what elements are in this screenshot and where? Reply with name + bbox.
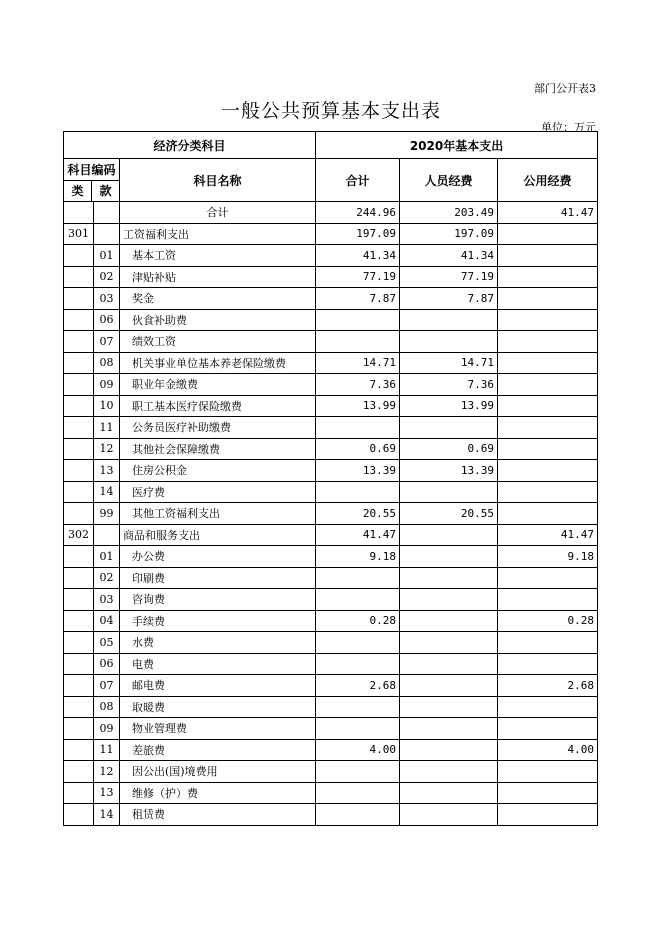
cell-personnel xyxy=(400,696,498,718)
cell-personnel xyxy=(400,739,498,761)
cell-kuan: 01 xyxy=(94,546,120,568)
cell-public xyxy=(498,589,598,611)
cell-lei xyxy=(64,309,94,331)
cell-total xyxy=(316,761,400,783)
cell-kuan: 06 xyxy=(94,309,120,331)
cell-public xyxy=(498,718,598,740)
cell-personnel xyxy=(400,481,498,503)
cell-total: 77.19 xyxy=(316,266,400,288)
header-subject-name: 科目名称 xyxy=(120,159,316,202)
cell-lei xyxy=(64,352,94,374)
table-row xyxy=(64,739,598,761)
table-row xyxy=(64,718,598,740)
cell-personnel xyxy=(400,653,498,675)
cell-total xyxy=(316,331,400,353)
cell-personnel: 14.71 xyxy=(400,352,498,374)
cell-public: 41.47 xyxy=(498,202,598,224)
cell-public xyxy=(498,417,598,439)
table-row xyxy=(64,374,598,396)
cell-total: 14.71 xyxy=(316,352,400,374)
table-row xyxy=(64,223,598,245)
unit-label: 单位：万元 xyxy=(541,121,596,134)
cell-personnel xyxy=(400,632,498,654)
cell-kuan xyxy=(94,202,120,224)
cell-total: 0.28 xyxy=(316,610,400,632)
header-lei: 类 xyxy=(64,181,92,202)
cell-personnel: 7.36 xyxy=(400,374,498,396)
cell-lei xyxy=(64,761,94,783)
cell-public: 2.68 xyxy=(498,675,598,697)
cell-lei: 302 xyxy=(64,524,94,546)
cell-public xyxy=(498,395,598,417)
cell-kuan xyxy=(94,223,120,245)
cell-personnel xyxy=(400,718,498,740)
cell-subject-name: 手续费 xyxy=(120,610,316,632)
cell-total xyxy=(316,653,400,675)
cell-personnel: 77.19 xyxy=(400,266,498,288)
cell-subject-name: 机关事业单位基本养老保险缴费 xyxy=(120,352,316,374)
cell-subject-name: 基本工资 xyxy=(120,245,316,267)
cell-subject-name: 工资福利支出 xyxy=(120,223,316,245)
cell-kuan: 03 xyxy=(94,589,120,611)
cell-lei xyxy=(64,245,94,267)
cell-total: 9.18 xyxy=(316,546,400,568)
cell-total: 0.69 xyxy=(316,438,400,460)
table-row xyxy=(64,632,598,654)
cell-subject-name: 医疗费 xyxy=(120,481,316,503)
table-row xyxy=(64,245,598,267)
cell-lei xyxy=(64,610,94,632)
cell-lei xyxy=(64,632,94,654)
budget-table xyxy=(63,131,598,826)
cell-subject-name: 公务员医疗补助缴费 xyxy=(120,417,316,439)
header-total: 合计 xyxy=(316,159,400,202)
header-econ-class: 经济分类科目 xyxy=(64,132,316,159)
table-row xyxy=(64,696,598,718)
cell-lei xyxy=(64,374,94,396)
cell-kuan xyxy=(94,524,120,546)
cell-subject-name: 水费 xyxy=(120,632,316,654)
cell-total: 197.09 xyxy=(316,223,400,245)
cell-subject-name: 住房公积金 xyxy=(120,460,316,482)
cell-public: 41.47 xyxy=(498,524,598,546)
cell-public xyxy=(498,266,598,288)
cell-public xyxy=(498,653,598,675)
cell-subject-name: 咨询费 xyxy=(120,589,316,611)
cell-total xyxy=(316,804,400,826)
table-row xyxy=(64,460,598,482)
cell-personnel xyxy=(400,804,498,826)
cell-total xyxy=(316,632,400,654)
cell-kuan: 02 xyxy=(94,266,120,288)
cell-kuan: 08 xyxy=(94,352,120,374)
cell-kuan: 13 xyxy=(94,782,120,804)
cell-public xyxy=(498,223,598,245)
cell-total: 4.00 xyxy=(316,739,400,761)
cell-kuan: 02 xyxy=(94,567,120,589)
cell-total: 13.39 xyxy=(316,460,400,482)
cell-kuan: 07 xyxy=(94,675,120,697)
table-row xyxy=(64,266,598,288)
cell-lei xyxy=(64,417,94,439)
cell-personnel: 13.99 xyxy=(400,395,498,417)
cell-personnel xyxy=(400,782,498,804)
cell-lei xyxy=(64,481,94,503)
table-row xyxy=(64,610,598,632)
header-row-2 xyxy=(64,159,598,202)
cell-personnel xyxy=(400,567,498,589)
cell-public xyxy=(498,632,598,654)
cell-total: 2.68 xyxy=(316,675,400,697)
cell-public xyxy=(498,374,598,396)
cell-kuan: 99 xyxy=(94,503,120,525)
cell-subject-name: 取暖费 xyxy=(120,696,316,718)
cell-total xyxy=(316,589,400,611)
header-public: 公用经费 xyxy=(498,159,598,202)
cell-total xyxy=(316,417,400,439)
header-code-label: 科目编码 xyxy=(64,159,119,181)
cell-total: 41.47 xyxy=(316,524,400,546)
cell-personnel xyxy=(400,331,498,353)
cell-subject-name: 物业管理费 xyxy=(120,718,316,740)
cell-personnel: 7.87 xyxy=(400,288,498,310)
cell-lei xyxy=(64,438,94,460)
table-row xyxy=(64,567,598,589)
header-kuan: 款 xyxy=(99,184,112,199)
cell-kuan: 05 xyxy=(94,632,120,654)
cell-subject-name: 津贴补贴 xyxy=(120,266,316,288)
cell-total xyxy=(316,309,400,331)
cell-total: 244.96 xyxy=(316,202,400,224)
table-row xyxy=(64,653,598,675)
cell-personnel: 13.39 xyxy=(400,460,498,482)
cell-kuan: 10 xyxy=(94,395,120,417)
cell-subject-name: 印刷费 xyxy=(120,567,316,589)
cell-total: 13.99 xyxy=(316,395,400,417)
cell-public xyxy=(498,288,598,310)
cell-public xyxy=(498,804,598,826)
cell-lei xyxy=(64,718,94,740)
table-row xyxy=(64,395,598,417)
cell-public: 0.28 xyxy=(498,610,598,632)
cell-public xyxy=(498,331,598,353)
cell-subject-name: 因公出(国)境费用 xyxy=(120,761,316,783)
table-body xyxy=(64,202,598,826)
cell-personnel xyxy=(400,417,498,439)
cell-subject-name: 其他社会保障缴费 xyxy=(120,438,316,460)
cell-personnel xyxy=(400,610,498,632)
cell-total: 41.34 xyxy=(316,245,400,267)
table-row xyxy=(64,417,598,439)
cell-public xyxy=(498,460,598,482)
cell-subject-name: 职工基本医疗保险缴费 xyxy=(120,395,316,417)
cell-lei xyxy=(64,739,94,761)
table-row xyxy=(64,481,598,503)
cell-personnel xyxy=(400,524,498,546)
cell-personnel xyxy=(400,589,498,611)
cell-lei xyxy=(64,503,94,525)
cell-lei xyxy=(64,653,94,675)
cell-lei xyxy=(64,675,94,697)
table-row xyxy=(64,761,598,783)
table-row xyxy=(64,546,598,568)
table-row xyxy=(64,309,598,331)
cell-lei xyxy=(64,202,94,224)
cell-total xyxy=(316,696,400,718)
cell-lei xyxy=(64,804,94,826)
cell-subject-name: 电费 xyxy=(120,653,316,675)
table-row xyxy=(64,675,598,697)
cell-public: 9.18 xyxy=(498,546,598,568)
cell-lei: 301 xyxy=(64,223,94,245)
cell-lei xyxy=(64,546,94,568)
cell-personnel xyxy=(400,309,498,331)
cell-total: 7.87 xyxy=(316,288,400,310)
cell-kuan: 13 xyxy=(94,460,120,482)
cell-personnel: 0.69 xyxy=(400,438,498,460)
cell-total: 20.55 xyxy=(316,503,400,525)
cell-lei xyxy=(64,460,94,482)
header-basic-expense: 2020年基本支出 xyxy=(316,132,598,159)
cell-personnel xyxy=(400,546,498,568)
cell-kuan: 09 xyxy=(94,374,120,396)
table-row xyxy=(64,782,598,804)
cell-lei xyxy=(64,331,94,353)
cell-public xyxy=(498,438,598,460)
cell-subject-name: 伙食补助费 xyxy=(120,309,316,331)
table-row xyxy=(64,438,598,460)
cell-kuan: 14 xyxy=(94,481,120,503)
cell-lei xyxy=(64,696,94,718)
cell-public xyxy=(498,761,598,783)
cell-subject-name: 办公费 xyxy=(120,546,316,568)
cell-personnel: 41.34 xyxy=(400,245,498,267)
cell-kuan: 11 xyxy=(94,739,120,761)
cell-subject-name: 差旅费 xyxy=(120,739,316,761)
table-row xyxy=(64,202,598,224)
table-row xyxy=(64,352,598,374)
cell-public: 4.00 xyxy=(498,739,598,761)
cell-total xyxy=(316,481,400,503)
cell-subject-name: 绩效工资 xyxy=(120,331,316,353)
table-row xyxy=(64,331,598,353)
cell-lei xyxy=(64,589,94,611)
cell-total xyxy=(316,782,400,804)
cell-public xyxy=(498,352,598,374)
cell-public xyxy=(498,309,598,331)
cell-kuan: 11 xyxy=(94,417,120,439)
cell-kuan: 12 xyxy=(94,761,120,783)
cell-lei xyxy=(64,567,94,589)
header-row-1 xyxy=(64,132,598,159)
cell-subject-name: 维修（护）费 xyxy=(120,782,316,804)
cell-personnel: 20.55 xyxy=(400,503,498,525)
cell-subject-name: 其他工资福利支出 xyxy=(120,503,316,525)
cell-kuan: 12 xyxy=(94,438,120,460)
cell-public xyxy=(498,503,598,525)
cell-personnel: 197.09 xyxy=(400,223,498,245)
cell-subject-name: 租赁费 xyxy=(120,804,316,826)
cell-personnel xyxy=(400,675,498,697)
cell-public xyxy=(498,696,598,718)
cell-kuan: 14 xyxy=(94,804,120,826)
cell-total: 7.36 xyxy=(316,374,400,396)
cell-kuan: 06 xyxy=(94,653,120,675)
form-number: 部门公开表3 xyxy=(534,82,596,95)
table-row xyxy=(64,288,598,310)
cell-total xyxy=(316,567,400,589)
cell-subject-name: 奖金 xyxy=(120,288,316,310)
table-row xyxy=(64,589,598,611)
cell-kuan: 04 xyxy=(94,610,120,632)
cell-public xyxy=(498,567,598,589)
cell-lei xyxy=(64,288,94,310)
table-row xyxy=(64,804,598,826)
cell-subject-name: 职业年金缴费 xyxy=(120,374,316,396)
cell-kuan: 03 xyxy=(94,288,120,310)
cell-kuan: 09 xyxy=(94,718,120,740)
cell-lei xyxy=(64,782,94,804)
header-personnel: 人员经费 xyxy=(400,159,498,202)
cell-public xyxy=(498,245,598,267)
cell-public xyxy=(498,782,598,804)
cell-subject-name: 邮电费 xyxy=(120,675,316,697)
cell-subject-name: 合计 xyxy=(120,202,316,224)
cell-personnel: 203.49 xyxy=(400,202,498,224)
cell-total xyxy=(316,718,400,740)
cell-lei xyxy=(64,395,94,417)
cell-kuan: 07 xyxy=(94,331,120,353)
cell-lei xyxy=(64,266,94,288)
cell-subject-name: 商品和服务支出 xyxy=(120,524,316,546)
cell-personnel xyxy=(400,761,498,783)
table-row xyxy=(64,524,598,546)
cell-public xyxy=(498,481,598,503)
page-title: 一般公共预算基本支出表 xyxy=(220,100,441,122)
header-subject-code xyxy=(64,159,120,202)
cell-kuan: 01 xyxy=(94,245,120,267)
table-row xyxy=(64,503,598,525)
cell-kuan: 08 xyxy=(94,696,120,718)
